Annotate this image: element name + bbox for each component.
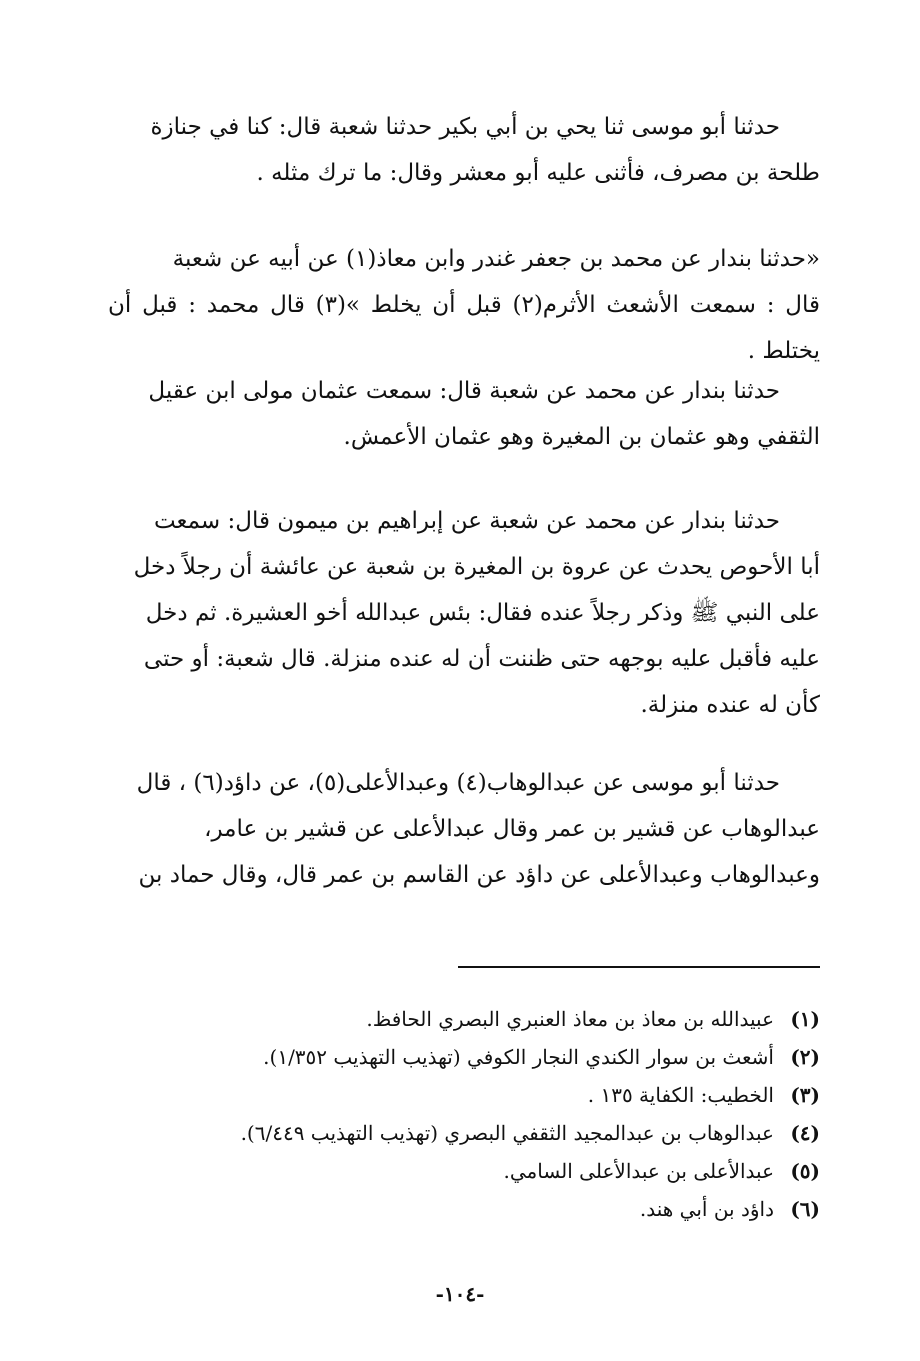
footnotes: [108, 1000, 820, 1228]
footnote-text: الخطيب: الكفاية ١٣٥ .: [587, 1083, 774, 1107]
paragraph-5: [108, 760, 820, 898]
text-line: حدثنا بندار عن محمد عن شعبة عن إبراهيم بن ميمون قال: سمعت: [153, 508, 780, 534]
footnote-number: (٢): [790, 1045, 820, 1069]
footnote-2: [108, 1038, 820, 1076]
footnote-number: (٦): [790, 1197, 820, 1221]
paragraph-3: [108, 368, 820, 460]
text-line: عليه فأقبل عليه بوجهه حتى ظننت أن له عنده منزلة. قال شعبة: أو حتى: [143, 646, 820, 672]
footnote-3: [108, 1076, 820, 1114]
paragraph-4: [108, 498, 820, 728]
footnote-text: أشعث بن سوار الكندي النجار الكوفي (تهذيب التهذيب ١/٣٥٢).: [263, 1045, 774, 1069]
text-line: كأن له عنده منزلة.: [640, 692, 820, 718]
footnote-text: داؤد بن أبي هند.: [639, 1197, 774, 1221]
text-line: الثقفي وهو عثمان بن المغيرة وهو عثمان الأعمش.: [343, 424, 820, 450]
text-line: حدثنا أبو موسى عن عبدالوهاب(٤) وعبدالأعلى(٥)، عن داؤد(٦) ، قال: [136, 770, 780, 796]
text-line: وعبدالوهاب وعبدالأعلى عن داؤد عن القاسم بن عمر قال، وقال حماد بن: [138, 862, 820, 888]
paragraph-2: [108, 236, 820, 374]
text-line: طلحة بن مصرف، فأثنى عليه أبو معشر وقال: ما ترك مثله .: [256, 160, 820, 186]
footnote-divider: [458, 966, 820, 968]
footnote-text: عبدالأعلى بن عبدالأعلى السامي.: [503, 1159, 774, 1183]
footnote-1: [108, 1000, 820, 1038]
page-number: -١٠٤-: [435, 1282, 485, 1306]
text-line: «حدثنا بندار عن محمد بن جعفر غندر وابن معاذ(١) عن أبيه عن شعبة: [172, 246, 820, 272]
footnote-number: (١): [790, 1007, 820, 1031]
text-line: حدثنا أبو موسى ثنا يحي بن أبي بكير حدثنا شعبة قال: كنا في جنازة: [150, 114, 780, 140]
text-line: أبا الأحوص يحدث عن عروة بن المغيرة بن شعبة عن عائشة أن رجلاً دخل: [133, 554, 820, 580]
text-line: حدثنا بندار عن محمد عن شعبة قال: سمعت عثمان مولى ابن عقيل: [148, 378, 780, 404]
text-line: على النبي ﷺ وذكر رجلاً عنده فقال: بئس عبدالله أخو العشيرة. ثم دخل: [145, 600, 820, 626]
footnote-4: [108, 1114, 820, 1152]
footnote-text: عبدالوهاب بن عبدالمجيد الثقفي البصري (تهذيب التهذيب ٦/٤٤٩).: [240, 1121, 774, 1145]
footnote-number: (٥): [790, 1159, 820, 1183]
footnote-number: (٣): [790, 1083, 820, 1107]
footnote-number: (٤): [790, 1121, 820, 1145]
footnote-6: [108, 1190, 820, 1228]
paragraph-1: [108, 104, 820, 196]
text-line: قال : سمعت الأشعث الأثرم(٢) قبل أن يخلط »(٣) قال محمد : قبل أن يختلط .: [108, 292, 820, 364]
text-line: عبدالوهاب عن قشير بن عمر وقال عبدالأعلى عن قشير بن عامر،: [204, 816, 820, 842]
footnote-5: [108, 1152, 820, 1190]
footnote-text: عبيدالله بن معاذ بن معاذ العنبري البصري الحافظ.: [366, 1007, 774, 1031]
